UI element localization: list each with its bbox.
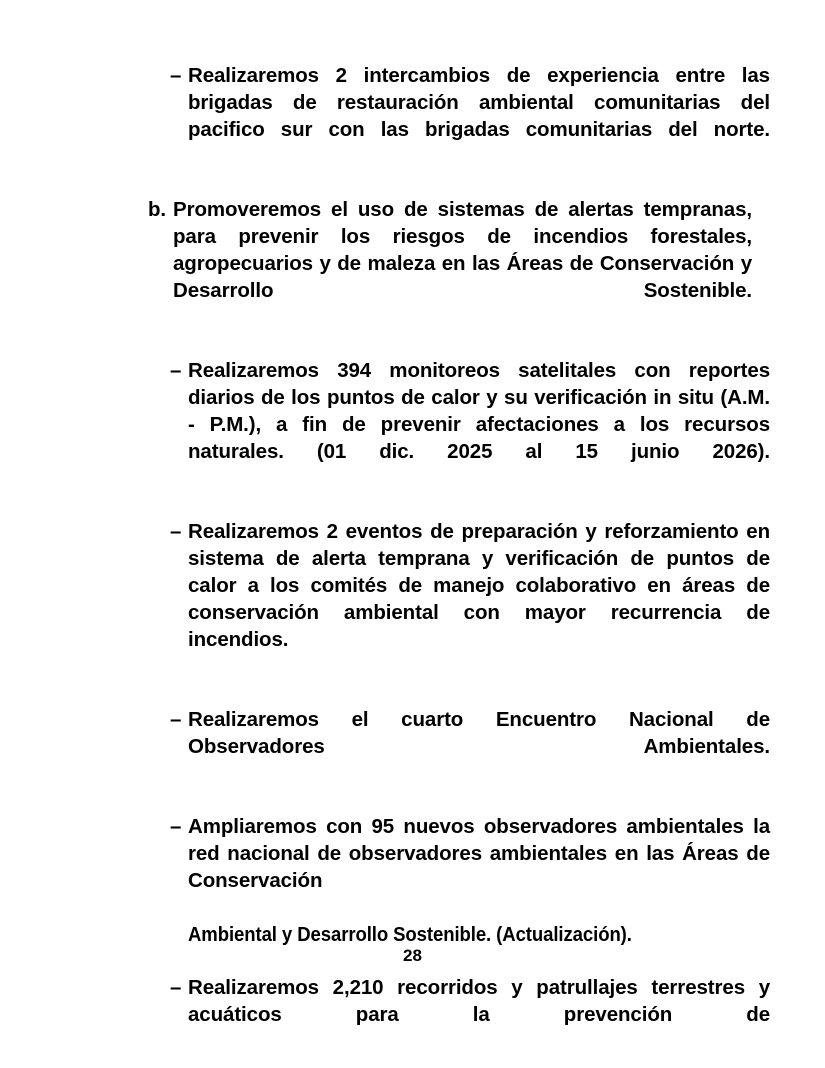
list-letter-marker: b. [148, 198, 167, 221]
bullet-text: Realizaremos 2 eventos de preparación y reforzamiento en sistema de alerta temprana y verificación de puntos de calor a los comités de manejo colaborativo en áreas de conservación ambiental con mayor recurrencia de incendios. [188, 520, 770, 651]
lettered-item-alertas-tempranas [148, 196, 752, 331]
bullet-text: Realizaremos 2,210 recorridos y patrullajes terrestres y acuáticos para la prevención de [188, 976, 770, 1026]
bullet-item-nuevos-observadores [170, 813, 770, 948]
bullet-text: Realizaremos el cuarto Encuentro Nacional de Observadores Ambientales. [188, 708, 770, 758]
dash-bullet-icon: – [170, 359, 182, 382]
page-number: 28 [403, 946, 422, 965]
dash-bullet-icon: – [170, 64, 182, 87]
page-content [148, 62, 770, 1055]
bullet-item-recorridos-patrullajes [170, 974, 770, 1055]
bullet-text: Realizaremos 394 monitoreos satelitales con reportes diarios de los puntos de calor y su verificación in situ (A.M. - P.M.), a fin de prevenir afectaciones a los recursos naturales. (01 dic. 2025 al 15 junio 2026). [188, 359, 770, 463]
dash-bullet-icon: – [170, 976, 182, 999]
dash-bullet-icon: – [170, 708, 182, 731]
dash-bullet-icon: – [170, 520, 182, 543]
bullet-text-tail: Ambiental y Desarrollo Sostenible. (Actualización). [188, 923, 632, 946]
bullet-item-intercambios-experiencia [170, 62, 770, 170]
bullet-text: Realizaremos 2 intercambios de experiencia entre las brigadas de restauración ambiental comunitarias del pacifico sur con las brigadas comunitarias del norte. [188, 64, 770, 141]
bullet-item-encuentro-nacional [170, 706, 770, 787]
bullet-item-monitoreos-satelitales [170, 357, 770, 492]
dash-bullet-icon: – [170, 815, 182, 838]
bullet-text: Ampliaremos con 95 nuevos observadores ambientales la red nacional de observadores ambientales en las Áreas de Conservación [188, 815, 770, 892]
bullet-item-eventos-preparacion [170, 518, 770, 680]
lettered-item-text: Promoveremos el uso de sistemas de alertas tempranas, para prevenir los riesgos de incendios forestales, agropecuarios y de maleza en las Áreas de Conservación y Desarrollo Sostenible. [173, 198, 752, 302]
